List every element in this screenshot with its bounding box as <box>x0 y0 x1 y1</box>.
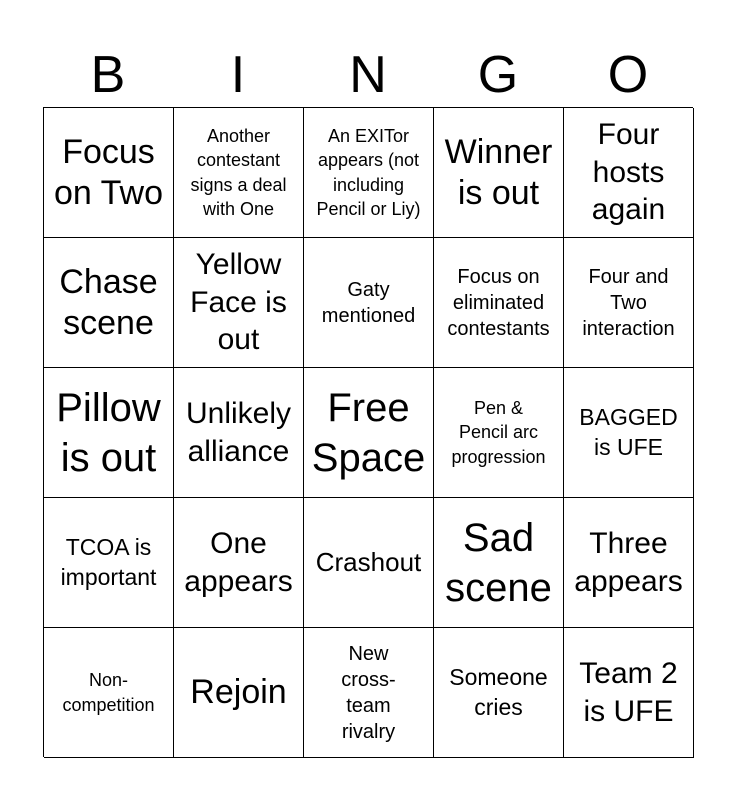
bingo-cell[interactable] <box>174 368 304 498</box>
cell-text: Yellow Face is out <box>190 248 287 357</box>
bingo-cell[interactable] <box>174 238 304 368</box>
bingo-cell[interactable] <box>304 628 434 758</box>
cell-text: Four and Two interaction <box>582 265 675 340</box>
bingo-cell[interactable] <box>564 108 694 238</box>
bingo-cell[interactable] <box>304 238 434 368</box>
cell-text: Rejoin <box>190 673 287 712</box>
header-letter-o: O <box>607 46 649 104</box>
bingo-cell[interactable] <box>434 238 564 368</box>
free-space-cell[interactable] <box>304 368 434 498</box>
bingo-cell[interactable] <box>564 628 694 758</box>
header-letter-n: N <box>349 46 387 104</box>
cell-text: Pillow is out <box>56 385 161 480</box>
bingo-cell[interactable] <box>44 628 174 758</box>
cell-text: Three appears <box>574 527 683 598</box>
cell-text: Focus on eliminated contestants <box>447 265 550 340</box>
bingo-cell[interactable] <box>44 498 174 628</box>
bingo-cell[interactable] <box>44 368 174 498</box>
cell-text: TCOA is important <box>60 533 157 590</box>
bingo-cell[interactable] <box>434 498 564 628</box>
cell-text: An EXITor appears (not including Pencil or Liy) <box>316 125 421 219</box>
bingo-cell[interactable] <box>434 628 564 758</box>
bingo-cell[interactable] <box>564 238 694 368</box>
cell-text: Another contestant signs a deal with One <box>190 125 287 219</box>
cell-text: Winner is out <box>444 133 553 212</box>
cell-text: Someone cries <box>449 663 548 720</box>
bingo-cell[interactable] <box>564 498 694 628</box>
bingo-cell[interactable] <box>174 628 304 758</box>
header-letter-g: G <box>477 46 519 104</box>
bingo-cell[interactable] <box>304 108 434 238</box>
bingo-cell[interactable] <box>434 108 564 238</box>
cell-text: Chase scene <box>59 263 158 342</box>
bingo-cell[interactable] <box>434 368 564 498</box>
cell-text: Focus on Two <box>53 133 163 212</box>
bingo-header <box>43 44 693 106</box>
cell-text: Non- competition <box>62 670 155 715</box>
bingo-cell[interactable] <box>304 498 434 628</box>
bingo-cell[interactable] <box>44 108 174 238</box>
cell-text: Four hosts again <box>591 118 666 227</box>
cell-text: Crashout <box>315 547 422 578</box>
bingo-cell[interactable] <box>174 498 304 628</box>
header-letter-b: B <box>90 46 126 104</box>
header-letter-i: I <box>230 46 246 104</box>
cell-text: New cross- team rivalry <box>341 642 396 743</box>
cell-text: Free Space <box>311 385 426 480</box>
cell-text: Pen & Pencil arc progression <box>451 398 546 467</box>
cell-text: Sad scene <box>445 515 552 610</box>
cell-text: Unlikely alliance <box>185 397 292 468</box>
bingo-board <box>43 107 693 757</box>
bingo-cell[interactable] <box>44 238 174 368</box>
cell-text: One appears <box>184 527 293 598</box>
cell-text: Team 2 is UFE <box>579 657 678 728</box>
bingo-cell[interactable] <box>174 108 304 238</box>
cell-text: BAGGED is UFE <box>579 403 678 460</box>
bingo-cell[interactable] <box>564 368 694 498</box>
cell-text: Gaty mentioned <box>321 278 416 327</box>
